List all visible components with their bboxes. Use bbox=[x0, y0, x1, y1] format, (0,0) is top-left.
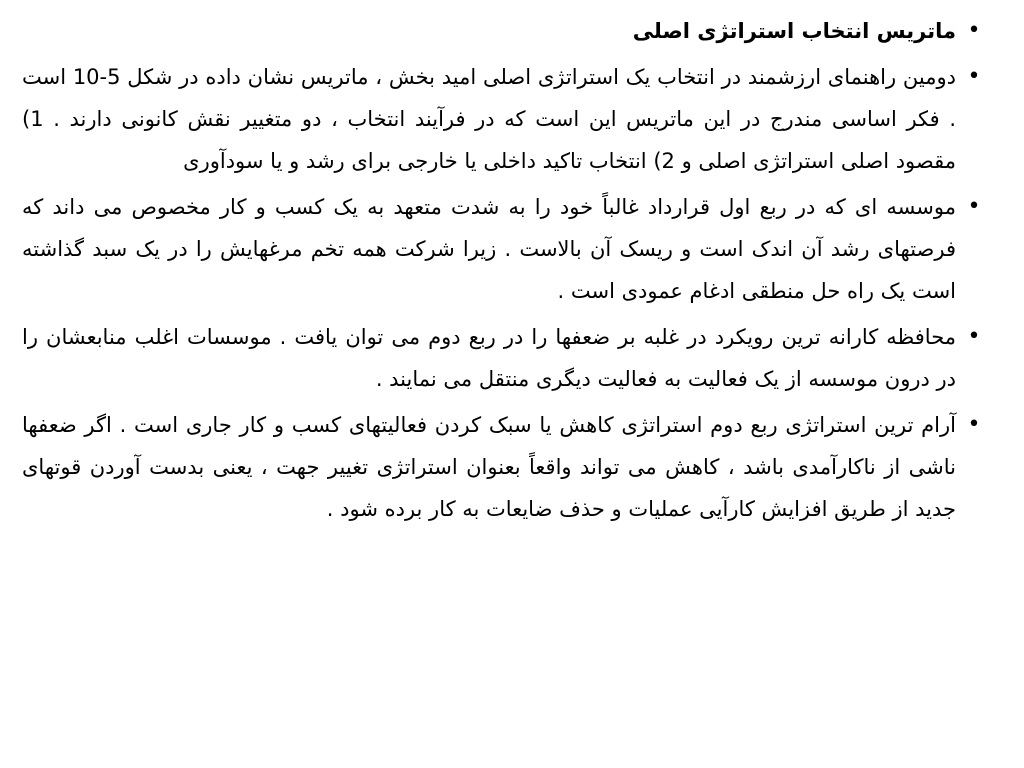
bullet-list bbox=[22, 10, 984, 530]
bullet-item bbox=[22, 316, 984, 400]
bullet-item bbox=[22, 186, 984, 312]
bullet-dot-icon: • bbox=[967, 412, 981, 437]
bullet-text: موسسه ای که در ربع اول قرارداد غالباً خود را به شدت متعهد به یک کسب و کار مخصوص می داند که فرصتهای رشد آن اندک است و ریسک آن بالاست . زیرا شرکت همه تخم مرغهایش را در یک سبد گذاشته است یک راه حل منطقی ادغام عمودی است . bbox=[22, 195, 956, 303]
bullet-text: آرام ترین استراتژی ربع دوم استراتژی کاهش یا سبک کردن فعالیتهای کسب و کار جاری است . اگر ضعفها ناشی از ناکارآمدی باشد ، کاهش می تواند واقعاً بعنوان استراتژی تغییر جهت ، یعنی بدست آوردن قوتهای جدید از طریق افزایش کارآیی عملیات و حذف ضایعات به کار برده شود . bbox=[22, 413, 956, 521]
bullet-dot-icon: • bbox=[967, 194, 981, 219]
bullet-text: محافظه کارانه ترین رویکرد در غلبه بر ضعفها را در ربع دوم می توان یافت . موسسات اغلب منابعشان را در درون موسسه از یک فعالیت به فعالیت دیگری منتقل می نمایند . bbox=[22, 325, 956, 391]
bullet-item bbox=[22, 56, 984, 182]
bullet-dot-icon: • bbox=[967, 64, 981, 89]
slide-heading: ماتریس انتخاب استراتژی اصلی bbox=[632, 19, 956, 43]
bullet-dot-icon: • bbox=[967, 324, 981, 349]
bullet-text: دومین راهنمای ارزشمند در انتخاب یک استراتژی اصلی امید بخش ، ماتریس نشان داده در شکل 5-10 است . فکر اساسی مندرج در این ماتریس این است که در فرآیند انتخاب ، دو متغییر نقش کانونی دارند . 1) مقصود اصلی استراتژی اصلی و 2) انتخاب تاکید داخلی یا خارجی برای رشد و یا سودآوری bbox=[22, 65, 956, 173]
bullet-item-title bbox=[22, 10, 984, 52]
bullet-dot-icon: • bbox=[967, 18, 981, 43]
bullet-item bbox=[22, 404, 984, 530]
